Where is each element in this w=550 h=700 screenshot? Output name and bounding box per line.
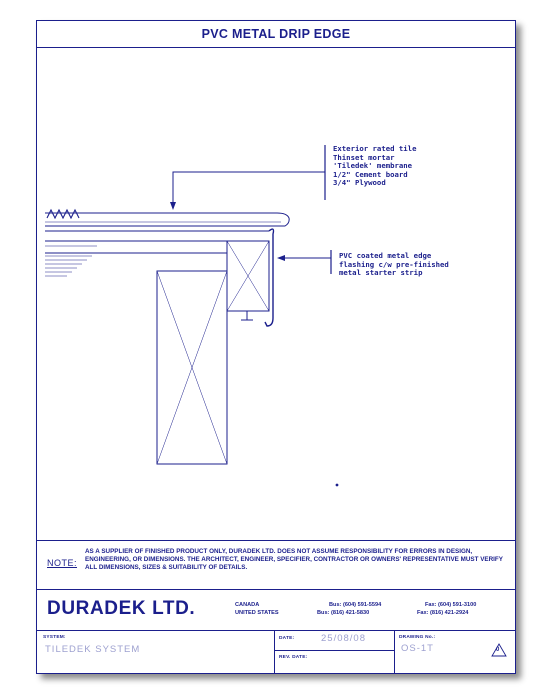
dot-marker: [336, 484, 338, 486]
company-name: DURADEK LTD.: [47, 598, 196, 619]
tile-break: [47, 210, 79, 218]
system-label: SYSTEM:: [43, 635, 66, 640]
system-cell: [37, 631, 275, 673]
arrow-edge: [277, 255, 285, 261]
system-value: TILEDEK SYSTEM: [45, 644, 141, 655]
drawing-number-value: OS-1T: [401, 643, 434, 654]
note-label: NOTE:: [47, 558, 78, 568]
drawing-sheet: [36, 20, 516, 674]
date-cell: [275, 631, 395, 673]
leader-layers: [173, 172, 325, 206]
info-row: [37, 631, 515, 673]
bus-canada: Bus: (604) 591-5594: [329, 602, 382, 608]
fax-canada: Fax: (604) 591-3100: [425, 602, 477, 608]
drawing-number-label: DRAWING No.:: [399, 635, 436, 640]
title-bar: [37, 21, 515, 48]
fax-list: [417, 601, 476, 617]
bus-us: Bus: (816) 421-5830: [317, 610, 370, 616]
note-row: [37, 540, 515, 590]
section-detail-svg: [37, 48, 515, 559]
bus-list: [317, 601, 381, 617]
country-canada: CANADA: [235, 602, 260, 608]
tile-layer: [45, 213, 289, 226]
layer-callout: Exterior rated tile Thinset mortar 'Tiledek' membrane 1/2" Cement board 3/4" Plywood: [333, 144, 417, 188]
detail-drawing: [37, 48, 515, 559]
arrow-layers: [170, 202, 176, 210]
company-row: [37, 589, 515, 631]
date-label: DATE:: [279, 636, 295, 641]
rev-date-label: REV. DATE:: [279, 655, 308, 660]
date-value: 25/08/08: [321, 633, 366, 644]
date-divider: [275, 650, 394, 651]
country-us: UNITED STATES: [235, 610, 279, 616]
drawing-title: PVC METAL DRIP EDGE: [201, 27, 351, 41]
note-text: AS A SUPPLIER OF FINISHED PRODUCT ONLY, DURADEK LTD. DOES NOT ASSUME RESPONSIBILITY FOR ERRORS IN DESIGN, ENGINEERING, OR DIMENSIONS. THE ARCHITECT, ENGINEER, SPECIFIER, CONTRACTOR OR OWNERS' REPRESENTATIVE MUST VERIFY ALL DIMENSIONS, SIZES & SUITABILITY OF DETAILS.: [85, 548, 503, 572]
hatch-lines: [45, 256, 92, 276]
country-list: [235, 601, 279, 617]
edge-callout: PVC coated metal edge flashing c/w pre-finished metal starter strip: [339, 251, 449, 278]
fax-us: Fax: (816) 421-2924: [417, 610, 469, 616]
drawing-cell: [395, 631, 515, 673]
revision-number: 0: [496, 647, 500, 653]
